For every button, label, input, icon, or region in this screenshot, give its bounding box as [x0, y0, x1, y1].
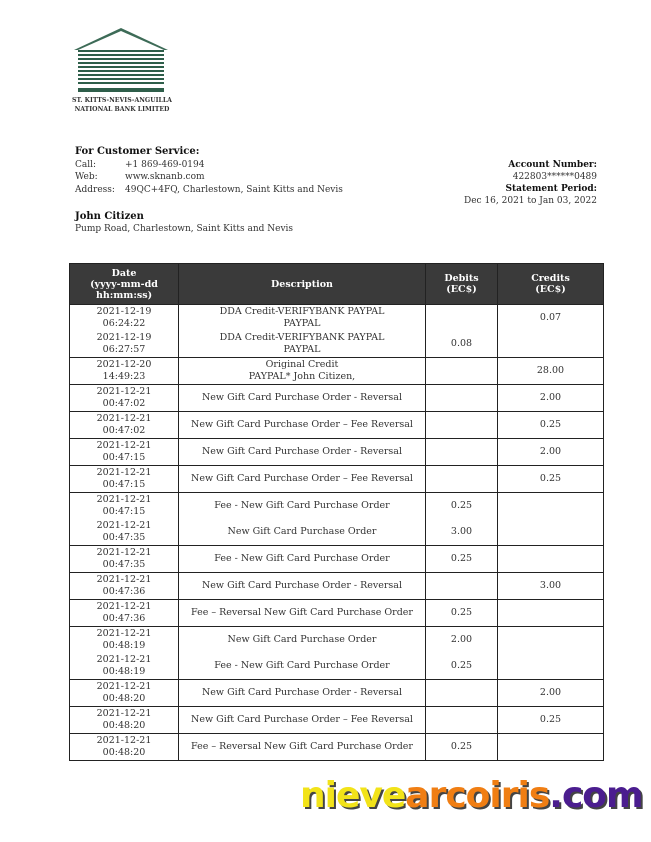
txn-date: 2021-12-21	[96, 653, 152, 665]
table-row	[70, 358, 604, 385]
cs-phone: +1 869-469-0194	[125, 159, 205, 170]
table-row	[70, 653, 604, 680]
txn-debit: 0.25	[450, 606, 473, 618]
txn-time: 06:24:22	[102, 318, 146, 329]
cell-date	[70, 493, 179, 520]
cell-debit	[426, 653, 498, 680]
txn-credit: 0.25	[539, 418, 562, 430]
cell-date	[70, 385, 179, 412]
cell-debit	[426, 466, 498, 493]
txn-time: 00:47:15	[102, 506, 146, 517]
header-date-line: Date	[111, 267, 137, 279]
cell-credit	[498, 331, 604, 358]
watermark-part: arcoiris	[405, 775, 550, 816]
cell-debit	[426, 627, 498, 654]
cell-date	[70, 734, 179, 761]
txn-description: New Gift Card Purchase Order - Reversal	[201, 391, 403, 403]
cell-date	[70, 519, 179, 546]
cell-date	[70, 466, 179, 493]
txn-date: 2021-12-20	[96, 358, 152, 370]
cell-credit	[498, 493, 604, 520]
cell-debit	[426, 439, 498, 466]
cell-debit	[426, 305, 498, 332]
table-row	[70, 680, 604, 707]
cell-credit	[498, 680, 604, 707]
cell-credit	[498, 466, 604, 493]
cell-date	[70, 680, 179, 707]
txn-time: 00:48:20	[102, 720, 146, 731]
txn-date: 2021-12-21	[96, 573, 152, 585]
txn-date: 2021-12-21	[96, 466, 152, 478]
txn-description: Fee - New Gift Card Purchase Order	[214, 499, 390, 511]
cell-description	[179, 412, 426, 439]
txn-description: New Gift Card Purchase Order - Reversal	[201, 686, 403, 698]
watermark-part: nieve	[300, 775, 406, 816]
txn-description: DDA Credit-VERIFYBANK PAYPAL	[219, 331, 385, 343]
txn-description-line2: PAYPAL	[283, 344, 321, 355]
txn-credit: 0.25	[539, 713, 562, 725]
cell-credit	[498, 305, 604, 332]
cell-date	[70, 331, 179, 358]
txn-time: 00:48:19	[102, 666, 146, 677]
cell-credit	[498, 519, 604, 546]
customer-name: John Citizen	[75, 211, 144, 222]
table-row	[70, 305, 604, 332]
txn-credit: 0.07	[539, 311, 562, 323]
txn-time: 00:47:35	[102, 559, 146, 570]
cell-debit	[426, 412, 498, 439]
transactions-body	[70, 305, 604, 761]
txn-date: 2021-12-21	[96, 493, 152, 505]
cell-debit	[426, 519, 498, 546]
cell-debit	[426, 331, 498, 358]
table-row	[70, 546, 604, 573]
txn-time: 00:48:19	[102, 640, 146, 651]
cell-credit	[498, 439, 604, 466]
txn-time: 00:47:02	[102, 425, 146, 436]
cell-description	[179, 546, 426, 573]
header-date-line: hh:mm:ss)	[95, 289, 153, 301]
txn-debit: 0.25	[450, 499, 473, 511]
txn-description: Original Credit	[265, 358, 339, 370]
cs-label: Web:	[75, 172, 98, 182]
txn-description: New Gift Card Purchase Order – Fee Reversal	[191, 713, 413, 725]
cell-credit	[498, 573, 604, 600]
txn-time: 06:27:57	[102, 344, 146, 355]
header-date-line: (yyyy-mm-dd	[90, 278, 158, 290]
table-row	[70, 600, 604, 627]
cell-description	[179, 680, 426, 707]
txn-description: Fee – Reversal New Gift Card Purchase Order	[191, 606, 413, 618]
cell-description	[179, 600, 426, 627]
cell-debit	[426, 707, 498, 734]
txn-date: 2021-12-21	[96, 412, 152, 424]
customer-service	[75, 146, 343, 196]
cell-description	[179, 653, 426, 680]
account-number: 422803******0489	[512, 172, 597, 182]
txn-time: 00:47:15	[102, 479, 146, 490]
header-credits-line: Credits	[531, 273, 570, 284]
cell-debit	[426, 546, 498, 573]
txn-credit: 2.00	[539, 391, 562, 403]
table-row	[70, 439, 604, 466]
account-number-label: Account Number:	[508, 160, 597, 170]
cs-label: Call:	[75, 159, 97, 170]
txn-date: 2021-12-21	[96, 546, 152, 558]
txn-debit: 0.25	[450, 659, 473, 671]
txn-debit: 0.08	[450, 337, 473, 349]
table-row	[70, 466, 604, 493]
txn-time: 00:48:20	[102, 747, 146, 758]
txn-date: 2021-12-19	[96, 331, 152, 343]
table-row	[70, 734, 604, 761]
table-row	[70, 331, 604, 358]
cell-debit	[426, 573, 498, 600]
txn-date: 2021-12-21	[96, 707, 152, 719]
txn-date: 2021-12-21	[96, 627, 152, 639]
header-description: Description	[179, 264, 426, 305]
cell-description	[179, 519, 426, 546]
txn-time: 00:47:36	[102, 613, 146, 624]
cell-credit	[498, 412, 604, 439]
cell-credit	[498, 627, 604, 654]
customer-service-heading: For Customer Service:	[75, 146, 200, 157]
cell-date	[70, 573, 179, 600]
table-row	[70, 412, 604, 439]
bank-logo	[72, 28, 172, 138]
cell-description	[179, 734, 426, 761]
cell-credit	[498, 546, 604, 573]
txn-date: 2021-12-21	[96, 519, 152, 531]
cell-description	[179, 358, 426, 385]
header-credits	[498, 264, 604, 305]
txn-date: 2021-12-21	[96, 439, 152, 451]
logo-roof-inner	[78, 31, 164, 50]
header-debits-line: Debits	[444, 273, 479, 284]
cell-description	[179, 439, 426, 466]
txn-description: DDA Credit-VERIFYBANK PAYPAL	[219, 305, 385, 317]
txn-description-line2: PAYPAL	[283, 318, 321, 329]
cs-call-row	[75, 159, 343, 172]
cell-debit	[426, 734, 498, 761]
txn-description: Fee - New Gift Card Purchase Order	[214, 659, 390, 671]
account-block	[464, 159, 597, 207]
txn-debit: 0.25	[450, 740, 473, 752]
cell-date	[70, 439, 179, 466]
txn-debit: 2.00	[450, 633, 473, 645]
watermark	[300, 776, 643, 816]
txn-date: 2021-12-21	[96, 385, 152, 397]
transactions-table	[69, 263, 604, 761]
bank-name	[68, 96, 176, 114]
cell-date	[70, 546, 179, 573]
cell-description	[179, 305, 426, 332]
txn-date: 2021-12-19	[96, 305, 152, 317]
cell-debit	[426, 493, 498, 520]
cs-address-row	[75, 184, 343, 197]
cell-description	[179, 385, 426, 412]
statement-period-label: Statement Period:	[505, 184, 597, 194]
txn-time: 00:47:02	[102, 398, 146, 409]
txn-debit: 0.25	[450, 552, 473, 564]
cs-web-link[interactable]: www.sknanb.com	[125, 172, 205, 182]
txn-description: New Gift Card Purchase Order	[227, 633, 377, 645]
table-row	[70, 493, 604, 520]
logo-band	[78, 88, 164, 92]
cell-date	[70, 412, 179, 439]
txn-credit: 2.00	[539, 686, 562, 698]
cell-credit	[498, 358, 604, 385]
customer-address: Pump Road, Charlestown, Saint Kitts and Nevis	[75, 224, 294, 234]
cell-description	[179, 627, 426, 654]
txn-description: New Gift Card Purchase Order - Reversal	[201, 445, 403, 457]
cell-date	[70, 653, 179, 680]
cs-web-row	[75, 171, 343, 184]
txn-description: New Gift Card Purchase Order	[227, 525, 377, 537]
cell-debit	[426, 680, 498, 707]
cell-date	[70, 358, 179, 385]
txn-time: 00:47:15	[102, 452, 146, 463]
logo-nb-icon	[78, 50, 164, 86]
table-row	[70, 519, 604, 546]
txn-date: 2021-12-21	[96, 600, 152, 612]
cell-debit	[426, 358, 498, 385]
cell-credit	[498, 707, 604, 734]
table-row	[70, 573, 604, 600]
table-row	[70, 707, 604, 734]
txn-credit: 3.00	[539, 579, 562, 591]
bank-name-line2: NATIONAL BANK LIMITED	[74, 106, 170, 113]
txn-time: 00:48:20	[102, 693, 146, 704]
header-date	[70, 264, 179, 305]
cell-date	[70, 600, 179, 627]
table-row	[70, 627, 604, 654]
cell-credit	[498, 734, 604, 761]
table-header-row	[70, 264, 604, 305]
header-debits-line: (EC$)	[446, 284, 477, 295]
cs-address: 49QC+4FQ, Charlestown, Saint Kitts and Nevis	[125, 184, 343, 195]
txn-debit: 3.00	[450, 525, 473, 537]
txn-time: 14:49:23	[102, 371, 146, 382]
cell-date	[70, 305, 179, 332]
txn-description: New Gift Card Purchase Order - Reversal	[201, 579, 403, 591]
watermark-part: .com	[549, 775, 643, 816]
header-credits-line: (EC$)	[535, 284, 566, 295]
txn-date: 2021-12-21	[96, 734, 152, 746]
bank-name-line1: ST. KITTS-NEVIS-ANGUILLA	[72, 97, 172, 104]
customer-block	[75, 210, 293, 236]
txn-description: Fee – Reversal New Gift Card Purchase Order	[191, 740, 413, 752]
txn-description: New Gift Card Purchase Order – Fee Reversal	[191, 472, 413, 484]
cell-description	[179, 573, 426, 600]
txn-credit: 2.00	[539, 445, 562, 457]
cell-debit	[426, 600, 498, 627]
txn-time: 00:47:36	[102, 586, 146, 597]
cell-description	[179, 493, 426, 520]
header-debits	[426, 264, 498, 305]
cell-date	[70, 707, 179, 734]
cell-description	[179, 707, 426, 734]
txn-description-line2: PAYPAL* John Citizen,	[248, 371, 356, 382]
cell-credit	[498, 385, 604, 412]
txn-date: 2021-12-21	[96, 680, 152, 692]
txn-credit: 0.25	[539, 472, 562, 484]
txn-credit: 28.00	[536, 364, 565, 376]
txn-time: 00:47:35	[102, 532, 146, 543]
cell-description	[179, 331, 426, 358]
statement-period: Dec 16, 2021 to Jan 03, 2022	[464, 196, 597, 206]
txn-description: New Gift Card Purchase Order – Fee Reversal	[191, 418, 413, 430]
cell-date	[70, 627, 179, 654]
cs-label: Address:	[75, 184, 115, 195]
txn-description: Fee - New Gift Card Purchase Order	[214, 552, 390, 564]
cell-debit	[426, 385, 498, 412]
table-row	[70, 385, 604, 412]
cell-description	[179, 466, 426, 493]
cell-credit	[498, 600, 604, 627]
cell-credit	[498, 653, 604, 680]
